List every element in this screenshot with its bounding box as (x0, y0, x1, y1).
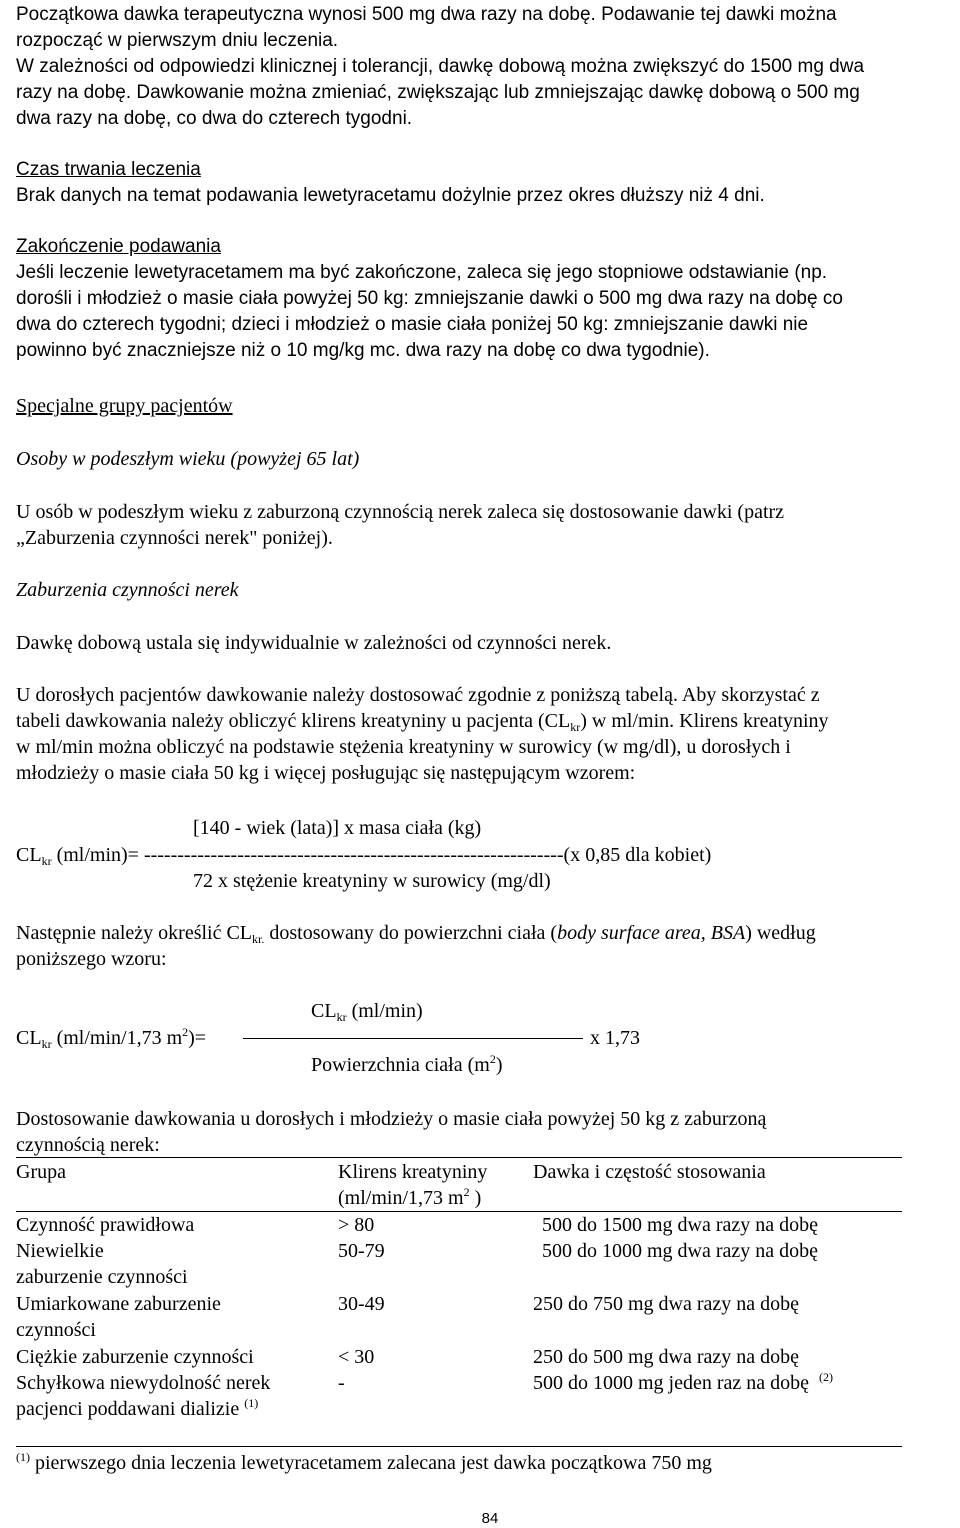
discontinuation-line: dwa do czterech tygodni; dzieci i młodzież o masie ciała poniżej 50 kg: zmniejszanie dawki nie (16, 314, 809, 335)
table-cell-clearance: 50-79 (338, 1240, 385, 1262)
renal-heading-block (16, 577, 948, 603)
duration-section (16, 157, 948, 209)
intro-line: dwa razy na dobę, co dwa do czterech tygodni. (16, 108, 413, 129)
discontinuation-heading: Zakończenie podawania (16, 236, 221, 257)
adult-line: w ml/min można obliczyć na podstawie stężenia kreatyniny w surowicy (w mg/dl), u dorosłych i (16, 736, 791, 758)
formula1-fraction-bar: --------------------------------------------------------------- (143, 844, 564, 866)
table-intro-line: Dostosowanie dawkowania u dorosłych i młodzieży o masie ciała powyżej 50 kg z zaburzoną (16, 1108, 767, 1130)
table-intro (16, 1106, 948, 1158)
footnote-text: pierwszego dnia leczenia lewetyracetamem zalecana jest dawka początkowa 750 mg (30, 1452, 712, 1474)
table-cell-group: Ciężkie zaburzenie czynności (16, 1346, 254, 1368)
elderly-line: U osób w podeszłym wieku z zaburzoną czynnością nerek zaleca się dostosowanie dawki (patrz (16, 501, 785, 523)
table-cell-group-cont: czynności (16, 1319, 96, 1341)
table-cell-dose: 500 do 1000 mg dwa razy na dobę (542, 1240, 819, 1262)
elderly-heading: Osoby w podeszłym wieku (powyżej 65 lat) (16, 448, 360, 470)
table-header-clearance-unit: (ml/min/1,73 $m^2$ ) (338, 1185, 482, 1209)
table-cell-group: Czynność prawidłowa (16, 1214, 195, 1236)
table-cell-group: Schyłkowa niewydolność nerek (16, 1372, 271, 1394)
formula1-denominator: 72 x stężenie kreatyniny w surowicy (mg/dl) (193, 870, 551, 892)
special-groups-heading-block (16, 393, 948, 419)
duration-heading: Czas trwania leczenia (16, 159, 201, 180)
table-cell-group: Umiarkowane zaburzenie (16, 1293, 221, 1315)
table-cell-group: Niewielkie (16, 1240, 104, 1262)
table-cell-group-cont: zaburzenie czynności (16, 1266, 188, 1288)
adult-dosing-paragraph (16, 682, 948, 786)
formula2-fraction-bar (243, 1038, 583, 1039)
table-cell-clearance: 30-49 (338, 1293, 385, 1315)
bsa-paragraph (16, 920, 948, 972)
adult-line: U dorosłych pacjentów dawkowanie należy dostosować zgodnie z poniższą tabelą. Aby skorzystać z (16, 684, 820, 706)
formula1-numerator: [140 - wiek (lata)] x masa ciała (kg) (193, 817, 482, 839)
page-number: 84 (481, 1510, 499, 1527)
table-intro-line: czynnością nerek: (16, 1134, 160, 1156)
table-header-clearance: Klirens kreatyniny (338, 1161, 488, 1183)
bsa-line: poniższego wzoru: (16, 948, 167, 970)
formula1-main-line: $CL_{kr}$ (ml/min)= ---------------------------------------------------------------(x 0,85 dla kobiet) (16, 844, 712, 868)
renal-text: Dawkę dobową ustala się indywidualnie w zależności od czynności nerek. (16, 632, 612, 654)
duration-text: Brak danych na temat podawania lewetyracetamu dożylnie przez okres dłuższy niż 4 dni. (16, 185, 765, 206)
table-bottom-rule (16, 1446, 902, 1447)
formula2-lhs: $CL_{kr}$ (ml/min/1,73 $m^2)=$ (16, 1025, 207, 1051)
table-header-dose: Dawka i częstość stosowania (533, 1161, 766, 1183)
table-cell-clearance: > 80 (338, 1214, 375, 1236)
discontinuation-line: powinno być znaczniejsze niż o 10 mg/kg mc. dwa razy na dobę co dwa tygodnie). (16, 340, 710, 361)
footnote (16, 1450, 712, 1476)
special-groups-heading: Specjalne grupy pacjentów (16, 395, 233, 417)
elderly-line: „Zaburzenia czynności nerek" poniżej). (16, 527, 333, 549)
discontinuation-line: dorośli i młodzież o masie ciała powyżej 50 kg: zmniejszanie dawki o 500 mg dwa razy na dobę co (16, 288, 843, 309)
formula2-denominator: Powierzchnia ciała $(m^2)$ (311, 1052, 503, 1076)
intro-paragraph (16, 2, 948, 132)
adult-line: tabeli dawkowania należy obliczyć klirens kreatyniny u pacjenta $(CL_{kr})$ w ml/min. Klirens kreatyniny (16, 710, 829, 734)
table-cell-dose: 250 do 500 mg dwa razy na dobę (533, 1346, 800, 1368)
table-top-rule (16, 1157, 902, 1158)
table-cell-dose: 500 do 1000 mg jeden raz na dobę $^{(2)}$ (533, 1370, 834, 1394)
table-cell-dose: 500 do 1500 mg dwa razy na dobę (542, 1214, 819, 1236)
adult-line: młodzieży o masie ciała 50 kg i więcej posługując się następującym wzorem: (16, 762, 636, 784)
table-header-group: Grupa (16, 1161, 66, 1183)
formula2-suffix: x 1,73 (590, 1027, 640, 1049)
formula2-numerator: $CL_{kr}$ (ml/min) (311, 1000, 423, 1024)
discontinuation-line: Jeśli leczenie lewetyracetamem ma być zakończone, zaleca się jego stopniowe odstawianie (np. (16, 262, 828, 283)
intro-line: rozpocząć w pierwszym dniu leczenia. (16, 30, 339, 51)
elderly-heading-block (16, 446, 948, 472)
table-cell-group-cont: pacjenci poddawani dializie $^{(1)}$ (16, 1396, 259, 1420)
intro-line: Początkowa dawka terapeutyczna wynosi 500 mg dwa razy na dobę. Podawanie tej dawki można (16, 4, 837, 25)
table-cell-dose: 250 do 750 mg dwa razy na dobę (533, 1293, 800, 1315)
table-cell-clearance: < 30 (338, 1346, 375, 1368)
renal-text-block (16, 630, 948, 656)
footnote-marker: (1) (16, 1450, 30, 1464)
renal-heading: Zaburzenia czynności nerek (16, 579, 239, 601)
bsa-line: Następnie należy określić $CL_{kr.}$ dostosowany do powierzchni ciała (body surface area, BSA) według (16, 922, 816, 946)
table-cell-clearance: - (338, 1372, 345, 1394)
intro-line: razy na dobę. Dawkowanie można zmieniać, zwiększając lub zmniejszając dawkę dobową o 500 mg (16, 82, 860, 103)
intro-line: W zależności od odpowiedzi klinicznej i tolerancji, dawkę dobową można zwiększyć do 1500 mg dwa (16, 56, 865, 77)
elderly-paragraph (16, 499, 948, 551)
discontinuation-section (16, 234, 948, 364)
